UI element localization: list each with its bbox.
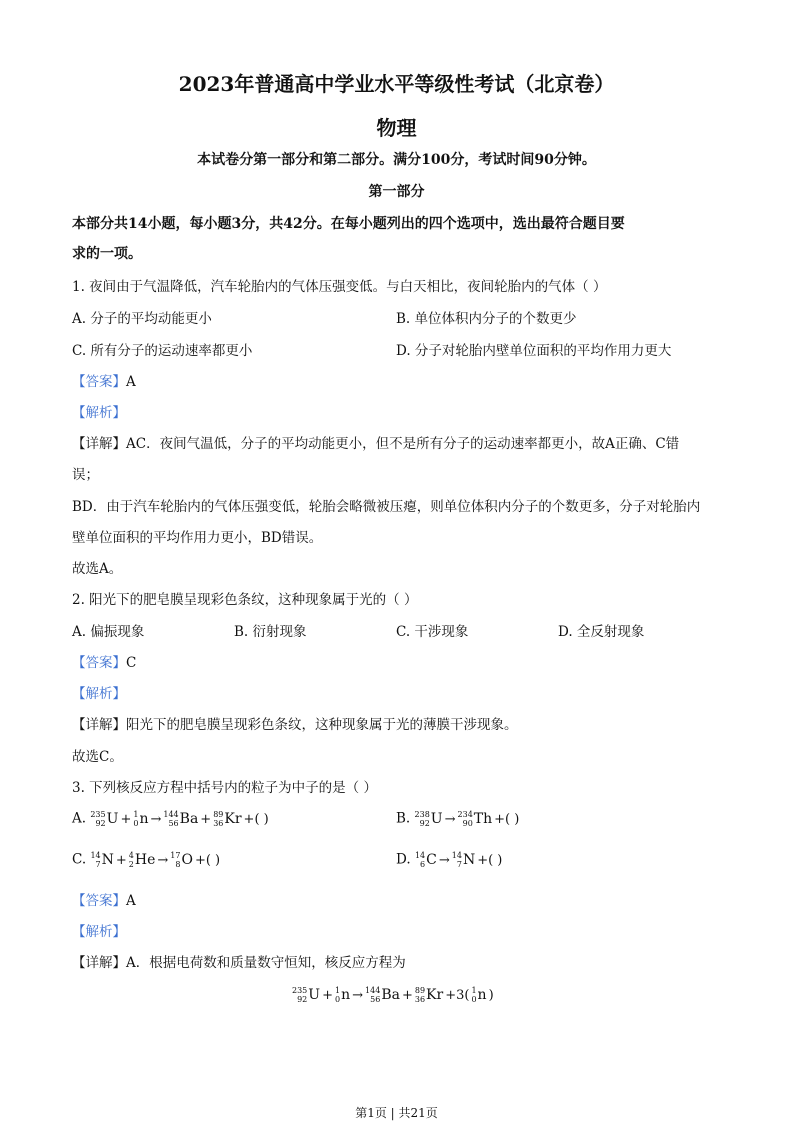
q3-answer <box>72 889 136 909</box>
q3-analysis-tag: 【解析】 <box>72 924 126 940</box>
q2-analysis-tag: 【解析】 <box>72 686 126 702</box>
exam-intro: 本试卷分第一部分和第二部分。满分100分，考试时间90分钟。 <box>197 152 596 168</box>
q2-option-d: D. 全反射现象 <box>558 624 645 640</box>
q2-detail-text: 阳光下的肥皂膜呈现彩色条纹，这种现象属于光的薄膜干涉现象。 <box>126 717 518 733</box>
nuclide-th234: 234 90 Th <box>457 810 493 828</box>
q1-answer-value: A <box>126 374 136 390</box>
detail-tag: 【详解】 <box>72 717 126 733</box>
detail-tag: 【详解】 <box>72 955 126 971</box>
nuclide-ba144: 144 56 Ba <box>163 810 199 828</box>
q2-answer <box>72 651 136 671</box>
q1-detail-line3: BD．由于汽车轮胎内的气体压强变低，轮胎会略微被压瘪，则单位体积内分子的个数更多，分子对轮胎内 <box>72 499 701 515</box>
nuclide-o17: 17 8 O <box>170 851 193 869</box>
option-label: D. <box>396 851 411 868</box>
q3-detail-text: A．根据电荷数和质量数守恒知，核反应方程为 <box>126 955 406 971</box>
nuclide-c14: 14 6 C <box>414 851 437 869</box>
q3-option-b: B. 238 92 U → 234 90 Th +( ) <box>396 810 520 828</box>
nuclide-he4: 4 2 He <box>128 851 156 869</box>
q1-detail-line1 <box>72 432 679 452</box>
part-description-line2: 求的一项。 <box>72 246 142 262</box>
q1-option-d: D. 分子对轮胎内壁单位面积的平均作用力更大 <box>396 343 672 359</box>
q1-answer <box>72 370 136 390</box>
q2-detail-line1 <box>72 713 518 733</box>
option-label: A. <box>72 810 87 827</box>
q1-option-c: C. 所有分子的运动速率都更小 <box>72 343 253 359</box>
q1-conclusion: 故选A。 <box>72 561 123 577</box>
q3-detail-line1 <box>72 951 406 971</box>
q1-detail-line2: 误； <box>72 467 99 483</box>
subject-title: 物理 <box>376 116 417 140</box>
q1-detail-line4: 壁单位面积的平均作用力更小，BD错误。 <box>72 530 323 546</box>
q1-detail-text: AC．夜间气温低，分子的平均动能更小，但不是所有分子的运动速率都更小，故A正确、C错 <box>126 436 680 452</box>
option-label: B. <box>396 810 411 827</box>
answer-tag: 【答案】 <box>72 655 126 671</box>
q1-stem: 1. 夜间由于气温降低，汽车轮胎内的气体压强变低。与白天相比，夜间轮胎内的气体（ ） <box>72 279 607 295</box>
q1-option-b: B. 单位体积内分子的个数更少 <box>396 311 577 327</box>
nuclide-u238: 238 92 U <box>414 810 443 828</box>
nuclide-n14-product: 14 7 N <box>451 851 476 869</box>
nuclide-n14: 14 7 N <box>90 851 114 869</box>
q1-option-a: A. 分子的平均动能更小 <box>72 311 212 327</box>
q2-stem: 2. 阳光下的肥皂膜呈现彩色条纹，这种现象属于光的（ ） <box>72 592 418 608</box>
q1-analysis-tag: 【解析】 <box>72 405 126 421</box>
q2-option-a: A. 偏振现象 <box>72 624 145 640</box>
nuclide-u235: 235 92 U <box>90 810 119 828</box>
q2-answer-value: C <box>126 655 137 671</box>
nuclide-neutron: 1 0 n <box>133 810 149 828</box>
q3-option-a: A. 235 92 U + 1 0 n → 144 56 Ba + 89 36 Kr +( ) <box>72 810 269 828</box>
nuclide-kr89: 89 36 Kr <box>213 810 242 828</box>
exam-title: 2023年普通高中学业水平等级性考试（北京卷） <box>178 72 615 96</box>
page-footer: 第1页 | 共21页 <box>355 1106 438 1120</box>
q2-option-b: B. 衍射现象 <box>234 624 307 640</box>
q2-conclusion: 故选C。 <box>72 749 123 765</box>
part-description-line1: 本部分共14小题，每小题3分，共42分。在每小题列出的四个选项中，选出最符合题目要 <box>72 216 625 232</box>
answer-tag: 【答案】 <box>72 374 126 390</box>
q3-option-c: C. 14 7 N + 4 2 He → 17 8 O +( ) <box>72 851 221 869</box>
part-heading: 第一部分 <box>368 184 425 200</box>
q3-equation: 235 92 U + 1 0 n → 144 56 Ba + 89 36 Kr +3( 1 0 n ) <box>292 986 494 1004</box>
answer-tag: 【答案】 <box>72 893 126 909</box>
q3-stem: 3. 下列核反应方程中括号内的粒子为中子的是（ ） <box>72 780 377 796</box>
detail-tag: 【详解】 <box>72 436 126 452</box>
option-label: C. <box>72 851 87 868</box>
q2-option-c: C. 干涉现象 <box>396 624 469 640</box>
q3-option-d: D. 14 6 C → 14 7 N +( ) <box>396 851 503 869</box>
q3-answer-value: A <box>126 893 136 909</box>
